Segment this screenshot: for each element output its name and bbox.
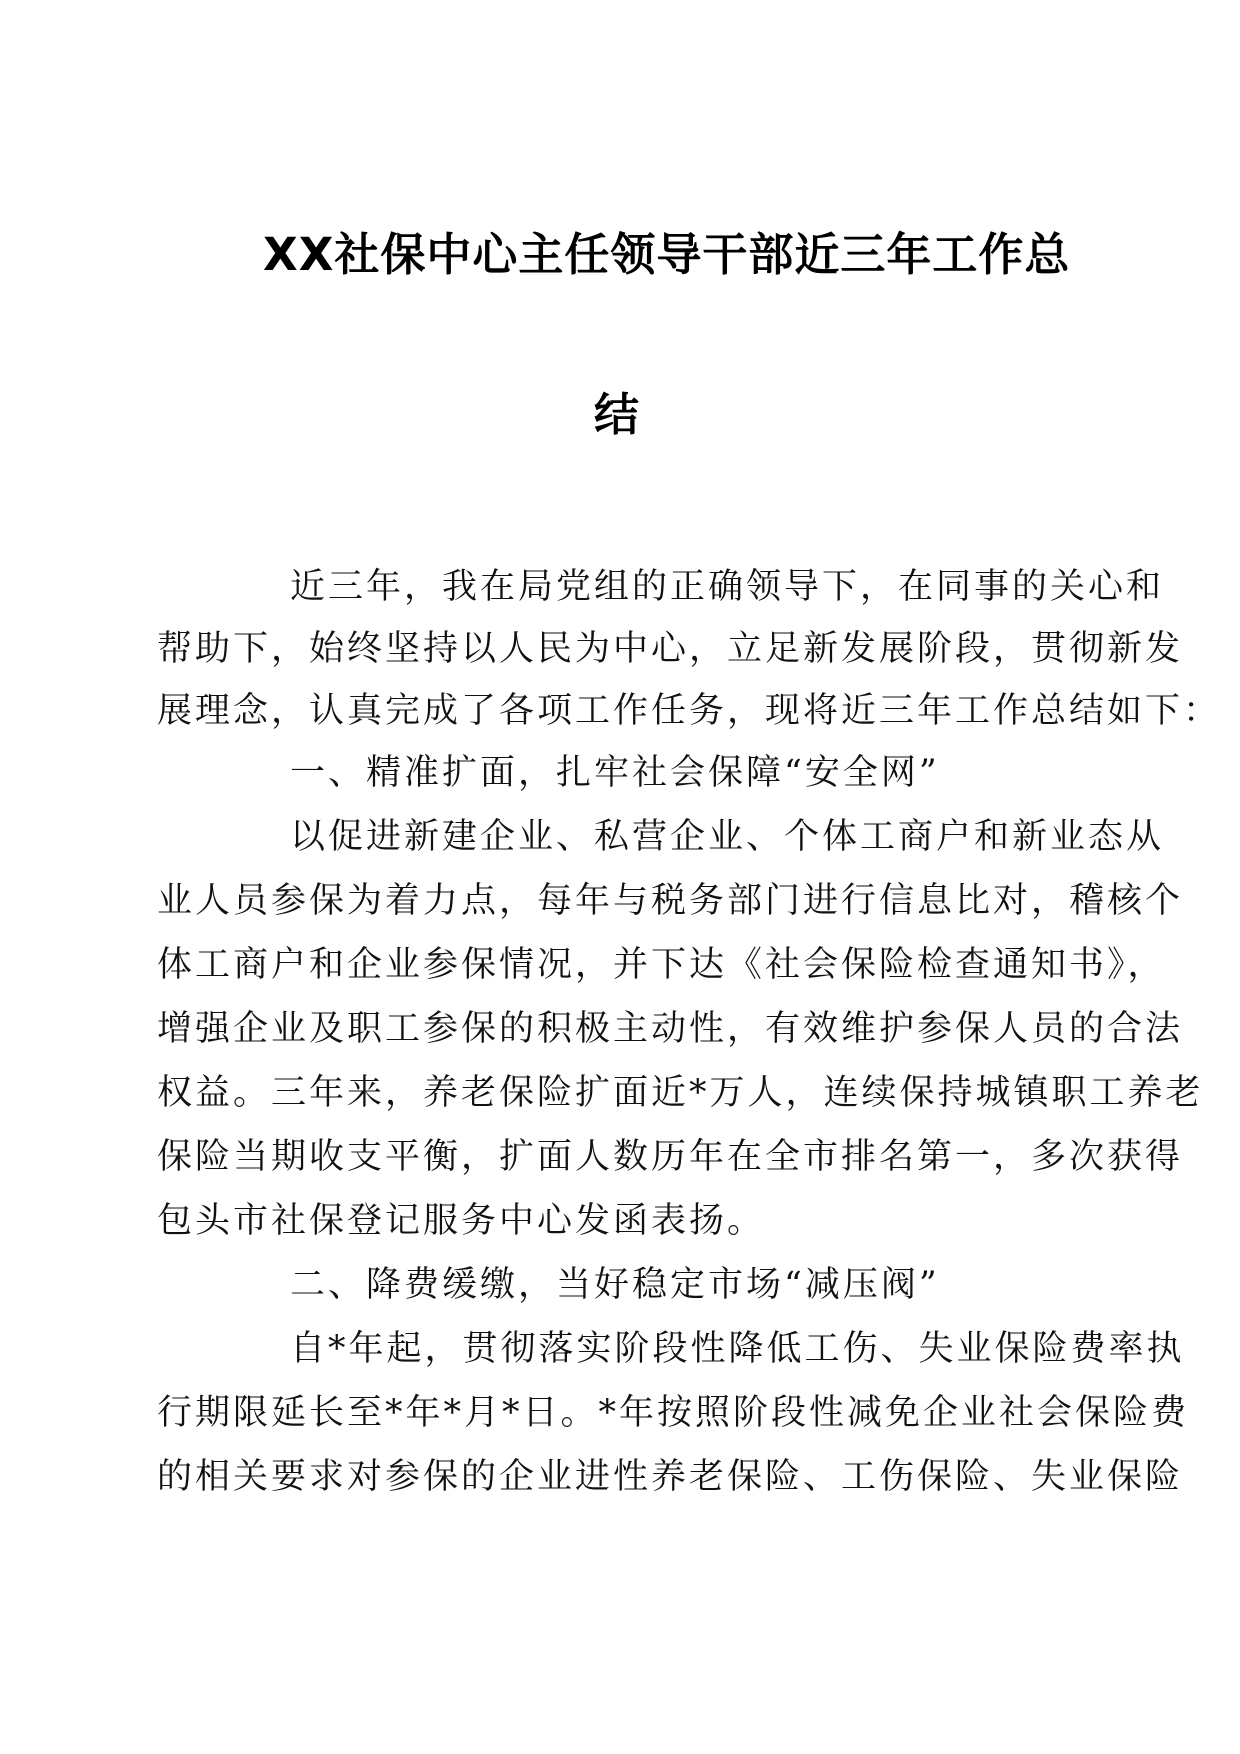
paragraph-line: 以促进新建企业、私营企业、个体工商户和新业态从: [290, 817, 1165, 857]
paragraph-line: 行期限延长至*年*月*日。*年按照阶段性减免企业社会保险费: [157, 1393, 1190, 1433]
document-title-line-1: XX社保中心主任领导干部近三年工作总: [263, 228, 1071, 281]
paragraph-line: 近三年，我在局党组的正确领导下，在同事的关心和: [290, 567, 1165, 607]
paragraph-line: 自*年起，贯彻落实阶段性降低工伤、失业保险费率执: [290, 1329, 1185, 1369]
paragraph-line: 增强企业及职工参保的积极主动性，有效维护参保人员的合法: [157, 1009, 1184, 1049]
paragraph-line: 帮助下，始终坚持以人民为中心，立足新发展阶段，贯彻新发: [157, 629, 1184, 669]
paragraph-line: 体工商户和企业参保情况，并下达《社会保险检查通知书》，: [157, 945, 1166, 985]
document-title-line-2: 结: [594, 388, 641, 441]
paragraph-line: 展理念，认真完成了各项工作任务，现将近三年工作总结如下：: [157, 691, 1222, 731]
paragraph-line: 包头市社保登记服务中心发函表扬。: [157, 1201, 766, 1241]
section-heading-2: 二、降费缓缴，当好稳定市场“减压阀”: [290, 1265, 940, 1305]
paragraph-line: 业人员参保为着力点，每年与税务部门进行信息比对，稽核个: [157, 881, 1184, 921]
paragraph-line: 的相关要求对参保的企业进性养老保险、工伤保险、失业保险: [157, 1457, 1184, 1497]
paragraph-line: 权益。三年来，养老保险扩面近*万人，连续保持城镇职工养老: [157, 1073, 1204, 1113]
section-heading-1: 一、精准扩面，扎牢社会保障“安全网”: [290, 753, 940, 793]
paragraph-line: 保险当期收支平衡，扩面人数历年在全市排名第一，多次获得: [157, 1137, 1184, 1177]
